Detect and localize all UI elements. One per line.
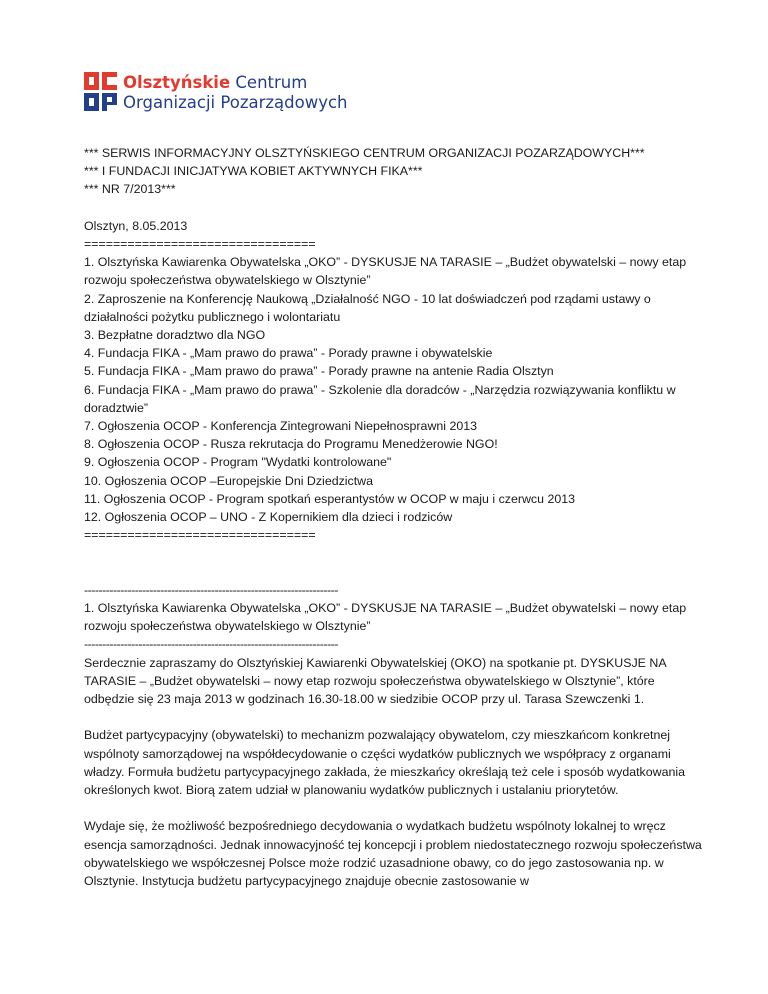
section-separator-1: ---------------------------------------------------------------------- — [84, 582, 338, 597]
section-separator-2: ---------------------------------------------------------------------- — [84, 637, 338, 652]
separator-top: ================================ — [84, 237, 316, 251]
header-line-1: *** SERWIS INFORMACYJNY OLSZTYŃSKIEGO CENTRUM ORGANIZACJI POZARZĄDOWYCH*** — [84, 146, 645, 160]
toc-item-3: 3. Bezpłatne doradztwo dla NGO — [84, 328, 266, 343]
toc-item-12: 12. Ogłoszenia OCOP – UNO - Z Kopernikiem dla dzieci i rodziców — [84, 510, 453, 525]
newsletter-body — [84, 144, 704, 890]
toc-item-6: 6. Fundacja FIKA - „Mam prawo do prawa” - Szkolenie dla doradców - „Narzędzia rozwiązywania konfliktu w doradztwie” — [84, 382, 676, 415]
toc-item-10: 10. Ogłoszenia OCOP –Europejskie Dni Dziedzictwa — [84, 473, 374, 488]
section-1-title: 1. Olsztyńska Kawiarenka Obywatelska „OKO” - DYSKUSJE NA TARASIE – „Budżet obywatelski – nowy etap rozwoju społeczeństwa obywatelskiego w Olsztynie” — [84, 601, 687, 634]
header-line-3: *** NR 7/2013*** — [84, 182, 176, 197]
toc-item-4: 4. Fundacja FIKA - „Mam prawo do prawa” - Porady prawne i obywatelskie — [84, 346, 493, 361]
logo-wordmark — [123, 73, 348, 113]
section-1-paragraph-1: Serdecznie zapraszamy do Olsztyńskiej Kawiarenki Obywatelskiej (OKO) na spotkanie pt. DYSKUSJE NA TARASIE – „Budżet obywatelski – nowy etap rozwoju społeczeństwa obywatelskiego w Olsztynie”, które odbędzie się 23 maja 2013 w godzinach 16.30-18.00 w siedzibie OCOP przy ul. Tarasa Szewczenki 1. — [84, 655, 666, 707]
ocop-logo-icon — [84, 72, 118, 112]
table-of-contents — [84, 253, 704, 526]
toc-item-2: 2. Zaproszenie na Konferencję Naukową „Działalność NGO - 10 lat doświadczeń pod rządami ustawy o działalności pożytku publicznego i wolontariatu — [84, 291, 651, 324]
logo-line-2: Organizacji Pozarządowych — [123, 93, 348, 112]
toc-item-8: 8. Ogłoszenia OCOP - Rusza rekrutacja do Programu Menedżerowie NGO! — [84, 437, 498, 452]
ocop-logo — [84, 72, 404, 114]
toc-item-9: 9. Ogłoszenia OCOP - Program "Wydatki kontrolowane" — [84, 455, 392, 470]
logo-word-olsztynskie: Olsztyńskie — [123, 73, 231, 92]
separator-bottom: ================================ — [84, 528, 316, 543]
toc-item-5: 5. Fundacja FIKA - „Mam prawo do prawa” - Porady prawne na antenie Radia Olsztyn — [84, 364, 554, 379]
toc-item-1: 1. Olsztyńska Kawiarenka Obywatelska „OKO” - DYSKUSJE NA TARASIE – „Budżet obywatelski – nowy etap rozwoju społeczeństwa obywatelskiego w Olsztynie” — [84, 255, 687, 288]
section-1-paragraph-2: Budżet partycypacyjny (obywatelski) to mechanizm pozwalający obywatelom, czy mieszkańcom konkretnej wspólnoty samorządowej na współdecydowanie o części wydatków publicznych we współpracy z organami władzy. Formuła budżetu partycypacyjnego zakłada, że mieszkańcy określają też cele i sposób wydatkowania określonych kwot. Biorą zatem udział w planowaniu wydatków publicznych i ustalaniu priorytetów. — [84, 728, 686, 798]
toc-item-7: 7. Ogłoszenia OCOP - Konferencja Zintegrowani Niepełnosprawni 2013 — [84, 419, 478, 434]
toc-item-11: 11. Ogłoszenia OCOP - Program spotkań esperantystów w OCOP w maju i czerwcu 2013 — [84, 491, 576, 506]
date-line: Olsztyn, 8.05.2013 — [84, 218, 188, 233]
section-1-paragraph-3: Wydaje się, że możliwość bezpośredniego decydowania o wydatkach budżetu wspólnoty lokalnej to wręcz esencja samorządności. Jednak innowacyjność tej koncepcji i problem niedostatecznego rozwoju społeczeństwa obywatelskiego we współczesnej Polsce może rodzić uzasadnione obawy, co do jego zastosowania np. w Olsztynie. Instytucja budżetu partycypacyjnego znajduje obecnie zastosowanie w — [84, 819, 702, 889]
logo-word-centrum: Centrum — [235, 73, 308, 92]
header-line-2: *** I FUNDACJI INICJATYWA KOBIET AKTYWNYCH FIKA*** — [84, 164, 423, 179]
